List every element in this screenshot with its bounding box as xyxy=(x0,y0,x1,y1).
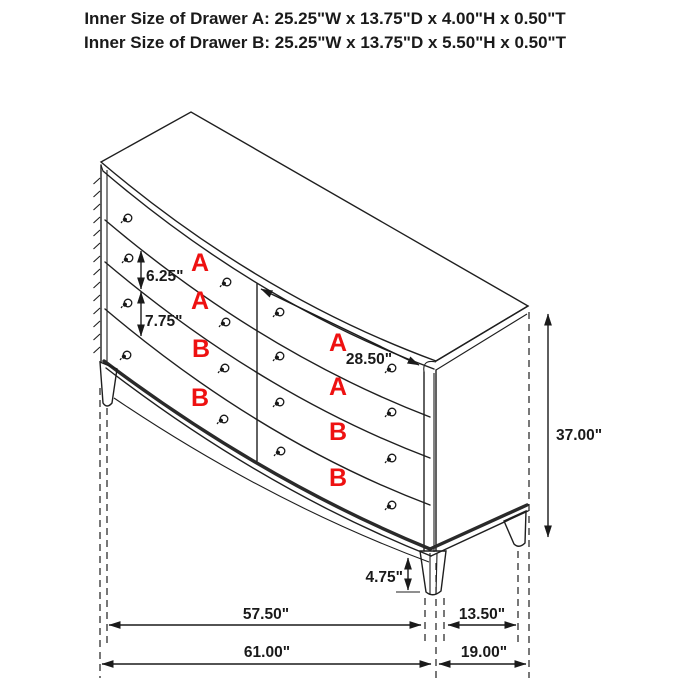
drawer-label-left-3: B xyxy=(191,335,211,363)
dim-label-overall-width: 61.00" xyxy=(243,644,291,661)
drawer-label-right-4: B xyxy=(328,464,348,492)
dim-label-overall-depth: 19.00" xyxy=(460,644,508,661)
title-drawer-a-inner-size: Inner Size of Drawer A: 25.25"W x 13.75"D x 4.00"H x 0.50"T xyxy=(84,9,566,28)
dim-label-drawer-b-height: 7.75" xyxy=(145,313,183,330)
dim-label-side-depth: 13.50" xyxy=(458,606,506,623)
drawer-label-left-1: A xyxy=(190,249,210,277)
title-drawer-b-inner-size: Inner Size of Drawer B: 25.25"W x 13.75"D x 5.50"H x 0.50"T xyxy=(83,33,567,52)
drawer-label-right-1: A xyxy=(328,329,348,357)
drawer-label-left-2: A xyxy=(190,287,210,315)
dim-label-leg-height: 4.75" xyxy=(365,569,403,586)
dim-label-drawer-a-height: 6.25" xyxy=(146,268,184,285)
dim-label-overall-height: 37.00" xyxy=(556,427,603,444)
dim-label-right-opening-width: 28.50" xyxy=(345,351,393,368)
dim-label-front-width: 57.50" xyxy=(242,606,290,623)
drawer-label-left-4: B xyxy=(190,384,210,412)
drawer-label-right-3: B xyxy=(328,418,348,446)
drawer-label-right-2: A xyxy=(328,373,348,401)
